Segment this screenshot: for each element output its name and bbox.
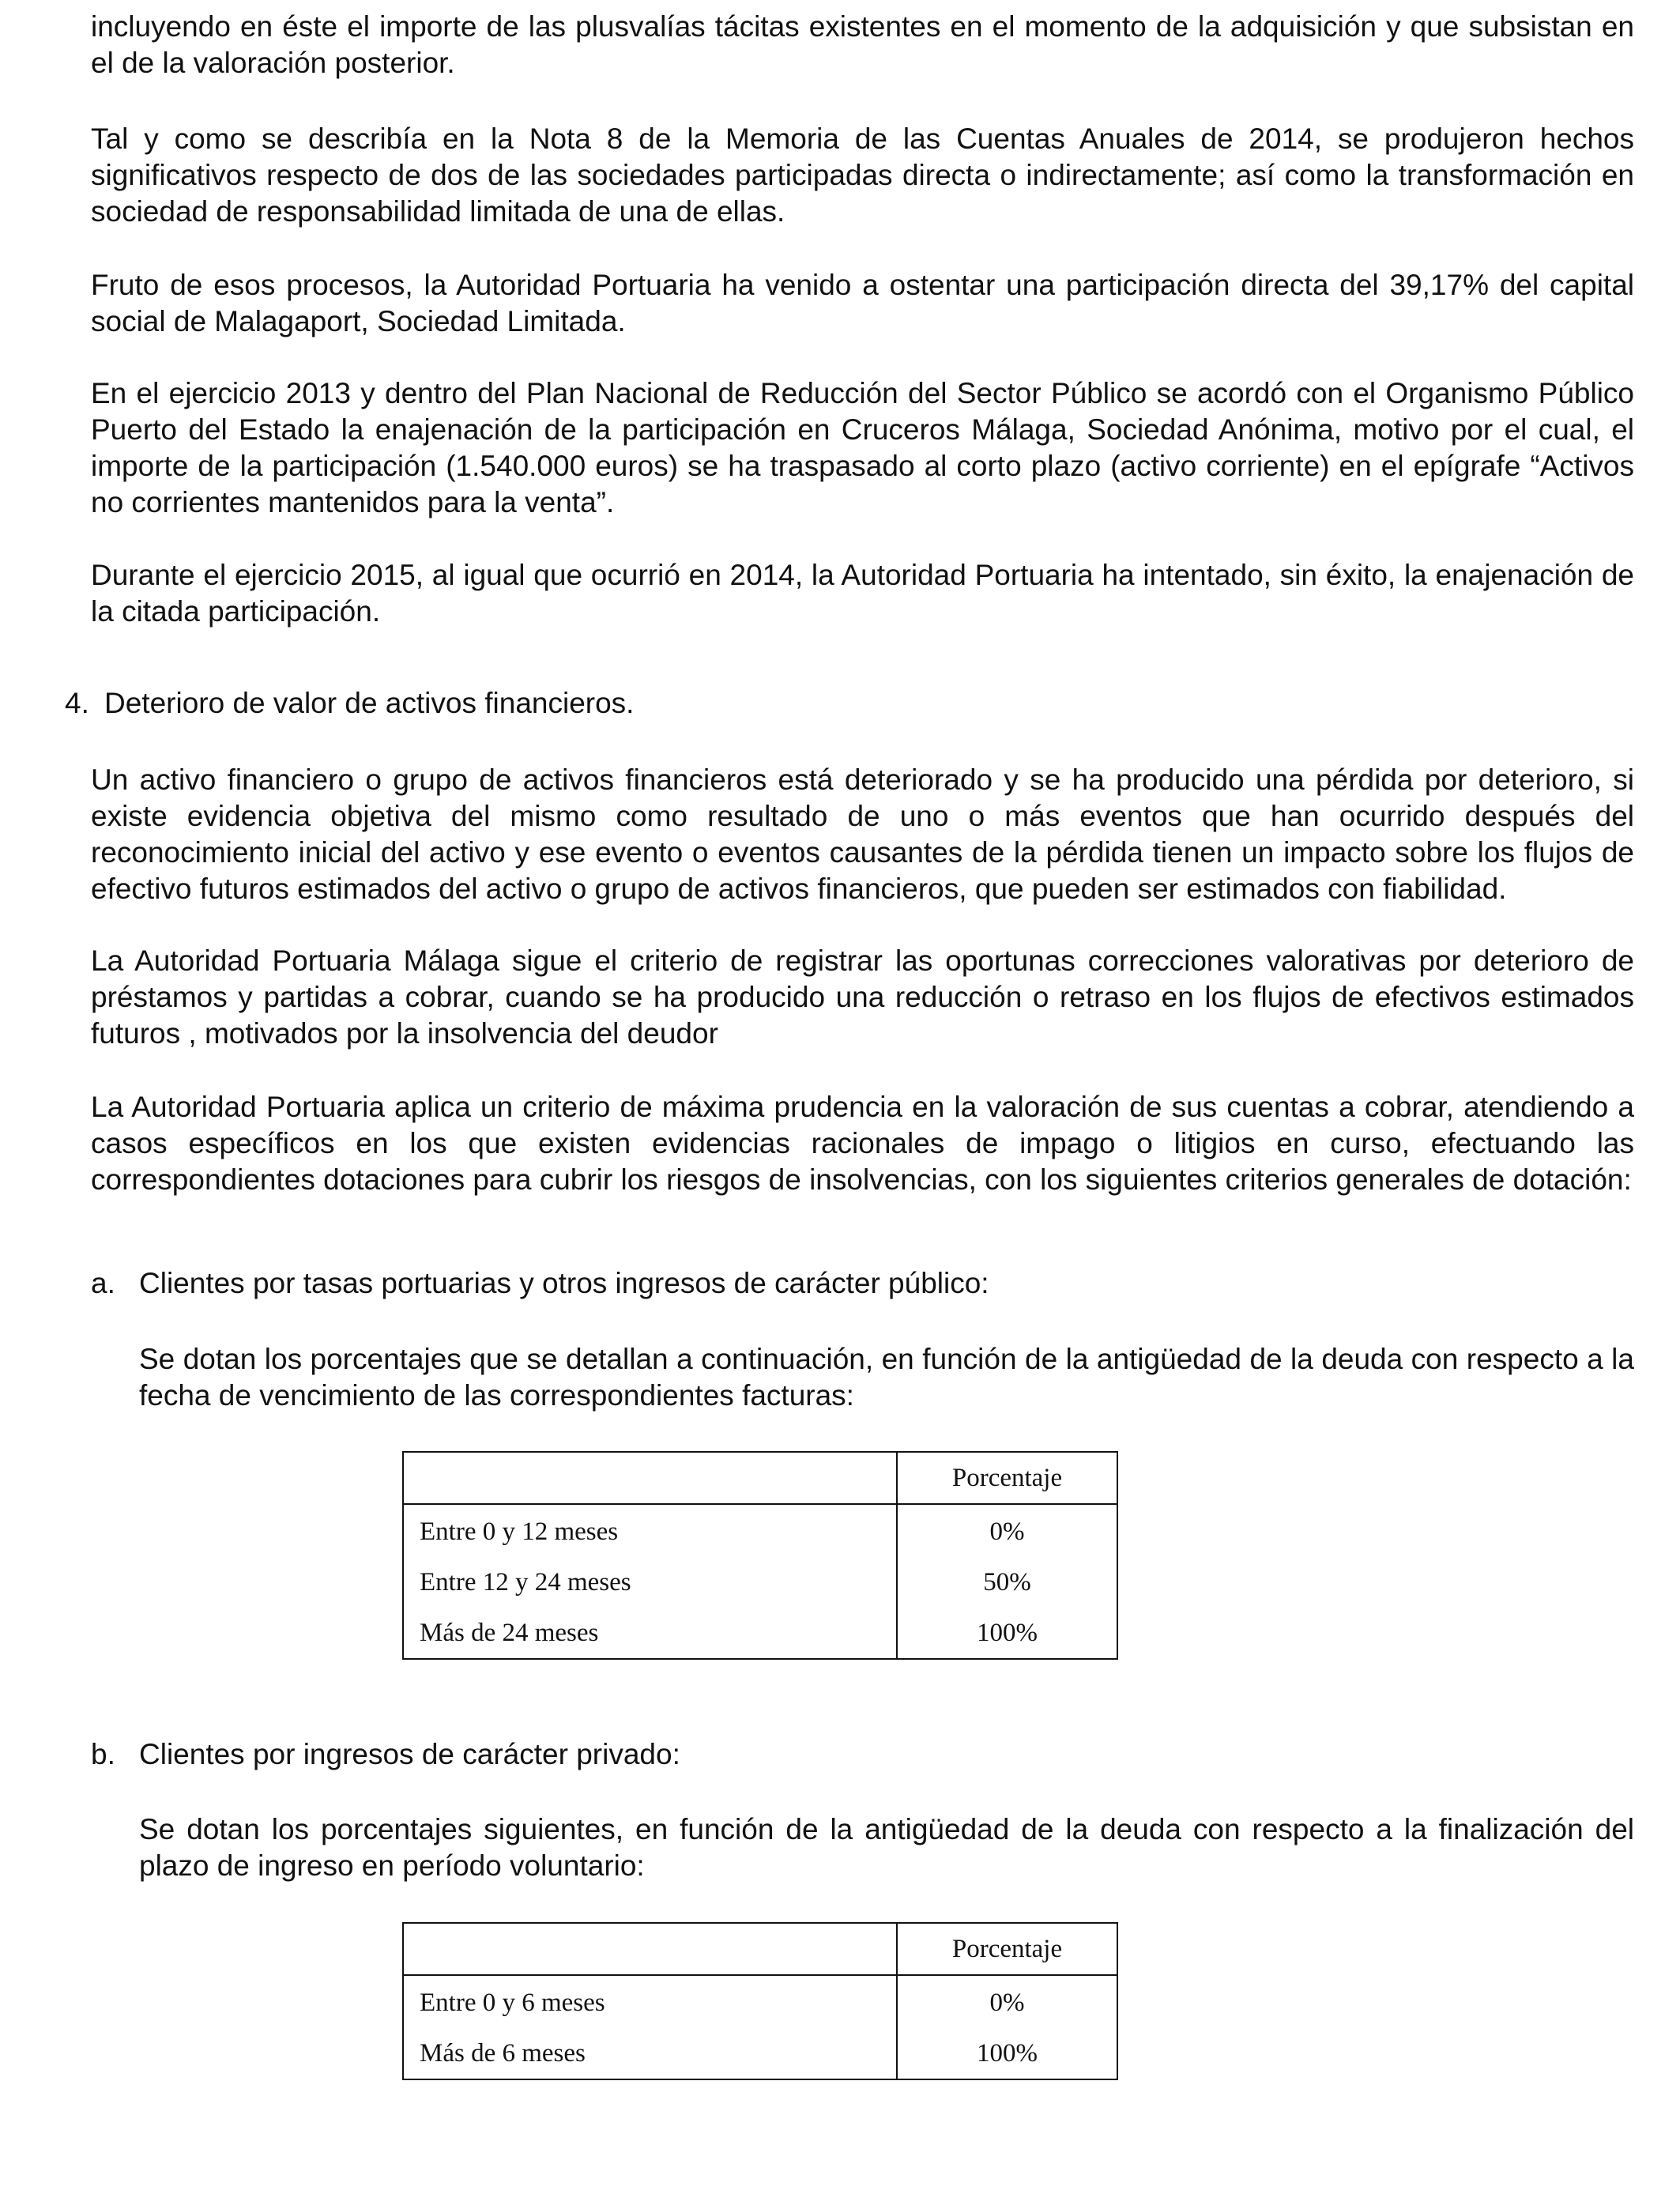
item-a-marker: a.: [91, 1267, 115, 1299]
table-row: [403, 2028, 1117, 2079]
table-row-label: Entre 0 y 12 meses: [403, 1504, 897, 1557]
table-row-label: Más de 6 meses: [403, 2028, 897, 2079]
table-row-value: 0%: [989, 1517, 1025, 1546]
table-ingresos-privados: [402, 1922, 1118, 2080]
paragraph-maxima-prudencia: La Autoridad Portuaria aplica un criterio de máxima prudencia en la valoración de sus cuentas a cobrar, atendiendo a casos específicos en los que existen evidencias racionales de impago o litigios en curso, efectuando las correspondientes dotaciones para cubrir los riesgos de insolvencias, con los siguientes criterios generales de dotación:: [91, 1091, 1634, 1196]
item-b-description: Se dotan los porcentajes siguientes, en función de la antigüedad de la deuda con respecto a la finalización del plazo de ingreso en período voluntario:: [139, 1813, 1634, 1882]
table-header-empty-cell: [403, 1923, 897, 1975]
table-row: [403, 1975, 1117, 2028]
table-row-label: Más de 24 meses: [403, 1608, 897, 1659]
paragraph-plusvalias: incluyendo en éste el importe de las plusvalías tácitas existentes en el momento de la adquisición y que subsistan en el de la valoración posterior.: [91, 10, 1634, 79]
table-tasas-portuarias: [402, 1451, 1118, 1660]
table-row-value: 50%: [983, 1567, 1031, 1596]
item-b-title: Clientes por ingresos de carácter privado:: [139, 1738, 680, 1770]
section-4-title: Deterioro de valor de activos financieros.: [104, 687, 635, 719]
table-row-label: Entre 12 y 24 meses: [403, 1557, 897, 1608]
item-a-heading: [91, 1265, 989, 1302]
paragraph-cruceros-malaga: En el ejercicio 2013 y dentro del Plan Nacional de Reducción del Sector Público se acordó con el Organismo Público Puerto del Estado la enajenación de la participación en Cruceros Málaga, Sociedad Anónima, motivo por el cual, el importe de la participación (1.540.000 euros) se ha traspasado al corto plazo (activo corriente) en el epígrafe “Activos no corrientes mantenidos para la venta”.: [91, 377, 1634, 518]
table-header-row: [403, 1923, 1117, 1975]
section-4-heading: [65, 685, 634, 722]
paragraph-malagaport: Fruto de esos procesos, la Autoridad Portuaria ha venido a ostentar una participación directa del 39,17% del capital social de Malagaport, Sociedad Limitada.: [91, 269, 1634, 337]
table-header-row: [403, 1452, 1117, 1504]
item-a-title: Clientes por tasas portuarias y otros ingresos de carácter público:: [139, 1267, 989, 1299]
table-header-porcentaje: Porcentaje: [897, 1452, 1117, 1504]
table-row: [403, 1608, 1117, 1659]
section-4-number: 4.: [65, 687, 89, 719]
table-row-value: 100%: [977, 1618, 1038, 1647]
paragraph-activo-deteriorado: Un activo financiero o grupo de activos financieros está deteriorado y se ha producido una pérdida por deterioro, si existe evidencia objetiva del mismo como resultado de uno o más eventos que han ocurrido después del reconocimiento inicial del activo y ese evento o eventos causantes de la pérdida tienen un impacto sobre los flujos de efectivo futuros estimados del activo o grupo de activos financieros, que pueden ser estimados con fiabilidad.: [91, 763, 1634, 905]
item-b-marker: b.: [91, 1738, 115, 1770]
table-row-value: 0%: [989, 1988, 1025, 2017]
table-row-label: Entre 0 y 6 meses: [403, 1975, 897, 2028]
paragraph-ejercicio-2015: Durante el ejercicio 2015, al igual que ocurrió en 2014, la Autoridad Portuaria ha intentado, sin éxito, la enajenación de la citada participación.: [91, 559, 1634, 628]
table-row: [403, 1504, 1117, 1557]
paragraph-nota-8: Tal y como se describía en la Nota 8 de la Memoria de las Cuentas Anuales de 2014, se produjeron hechos significativos respecto de dos de las sociedades participadas directa o indirectamente; así como la transformación en sociedad de responsabilidad limitada de una de ellas.: [91, 123, 1634, 228]
table-header-empty-cell: [403, 1452, 897, 1504]
table-row: [403, 1557, 1117, 1608]
item-a-description: Se dotan los porcentajes que se detallan a continuación, en función de la antigüedad de la deuda con respecto a la fecha de vencimiento de las correspondientes facturas:: [139, 1343, 1634, 1412]
table-row-value: 100%: [977, 2038, 1038, 2068]
paragraph-criterio-registro: La Autoridad Portuaria Málaga sigue el criterio de registrar las oportunas correcciones valorativas por deterioro de préstamos y partidas a cobrar, cuando se ha producido una reducción o retraso en los flujos de efectivos estimados futuros , motivados por la insolvencia del deudor: [91, 944, 1634, 1050]
table-header-porcentaje: Porcentaje: [897, 1923, 1117, 1975]
item-b-heading: [91, 1736, 680, 1773]
